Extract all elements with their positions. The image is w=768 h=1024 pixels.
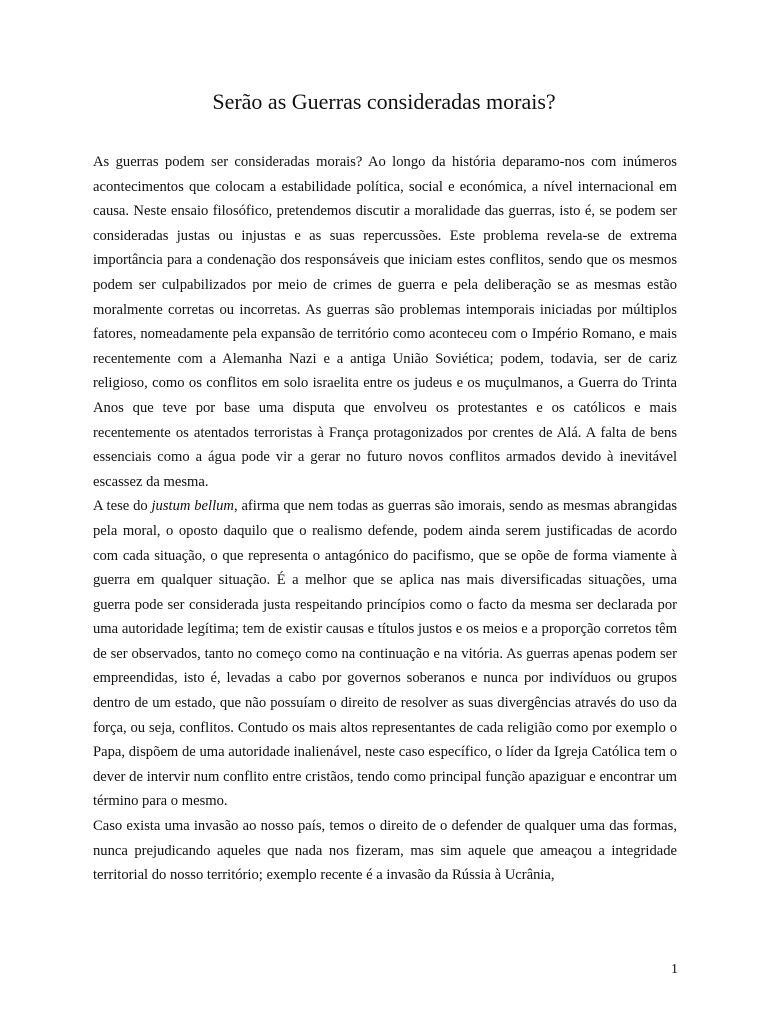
paragraph-intro: As guerras podem ser consideradas morais? Ao longo da história deparamo-nos com inúmeros acontecimentos que colocam a estabilidade política, social e económica, a nível internacional em causa. Neste ensaio filosófico, pretendemos discutir a moralidade das guerras, isto é, se podem ser consideradas justas ou injustas e as suas repercussões. Este problema revela-se de extrema importância para a condenação dos responsáveis que iniciam estes conflitos, sendo que os mesmos podem ser culpabilizados por meio de crimes de guerra e pela deliberação se as mesmas estão moralmente corretas ou incorretas. As guerras são problemas intemporais iniciadas por múltiplos fatores, nomeadamente pela expansão de território como aconteceu com o Império Romano, e mais recentemente com a Alemanha Nazi e a antiga União Soviética; podem, todavia, ser de cariz religioso, como os conflitos em solo israelita entre os judeus e os muçulmanos, a Guerra do Trinta Anos que teve por base uma disputa que envolveu os protestantes e os católicos e mais recentemente os atentados terroristas à França protagonizados por crentes de Alá. A falta de bens essenciais como a água pode vir a gerar no futuro novos conflitos armados devido à inevitável escassez da mesma.	[93, 154, 677, 490]
document-title: Serão as Guerras consideradas morais?	[212, 89, 556, 114]
paragraph-invasion: Caso exista uma invasão ao nosso país, temos o direito de o defender de qualquer uma das formas, nunca prejudicando aqueles que nada nos fizeram, mas sim aquele que ameaçou a integridade territorial do nosso território; exemplo recente é a invasão da Rússia à Ucrânia,	[93, 818, 677, 884]
paragraph-text-segment: , afirma que nem todas as guerras são imorais, sendo as mesmas abrangidas pela moral, o oposto daquilo que o realismo defende, podem ainda serem justificadas de acordo com cada situação, o que representa o antagónico do pacifismo, que se opõe de forma viamente à guerra em qualquer situação. É a melhor que se aplica nas mais diversificadas situações, uma guerra pode ser considerada justa respeitando princípios como o facto da mesma ser declarada por uma autoridade legítima; tem de existir causas e títulos justos e os meios e a proporção corretos têm de ser observados, tanto no começo como na continuação e na vitória. As guerras apenas podem ser empreendidas, isto é, levadas a cabo por governos soberanos e nunca por indivíduos ou grupos dentro de um estado, que não possuíam o direito de resolver as suas divergências através do uso da força, ou seja, conflitos. Contudo os mais altos representantes de cada religião como por exemplo o Papa, dispõem de uma autoridade inalienável, neste caso específico, o líder da Igreja Católica tem o dever de intervir num conflito entre cristãos, tendo como principal função apaziguar e encontrar um término para o mesmo.	[93, 498, 677, 810]
page-number: 1	[671, 962, 678, 977]
latin-term-italic: justum bellum	[151, 498, 234, 515]
document-body	[93, 150, 677, 888]
paragraph-text-segment: A tese do	[93, 498, 152, 515]
paragraph-justum-bellum	[93, 494, 677, 814]
